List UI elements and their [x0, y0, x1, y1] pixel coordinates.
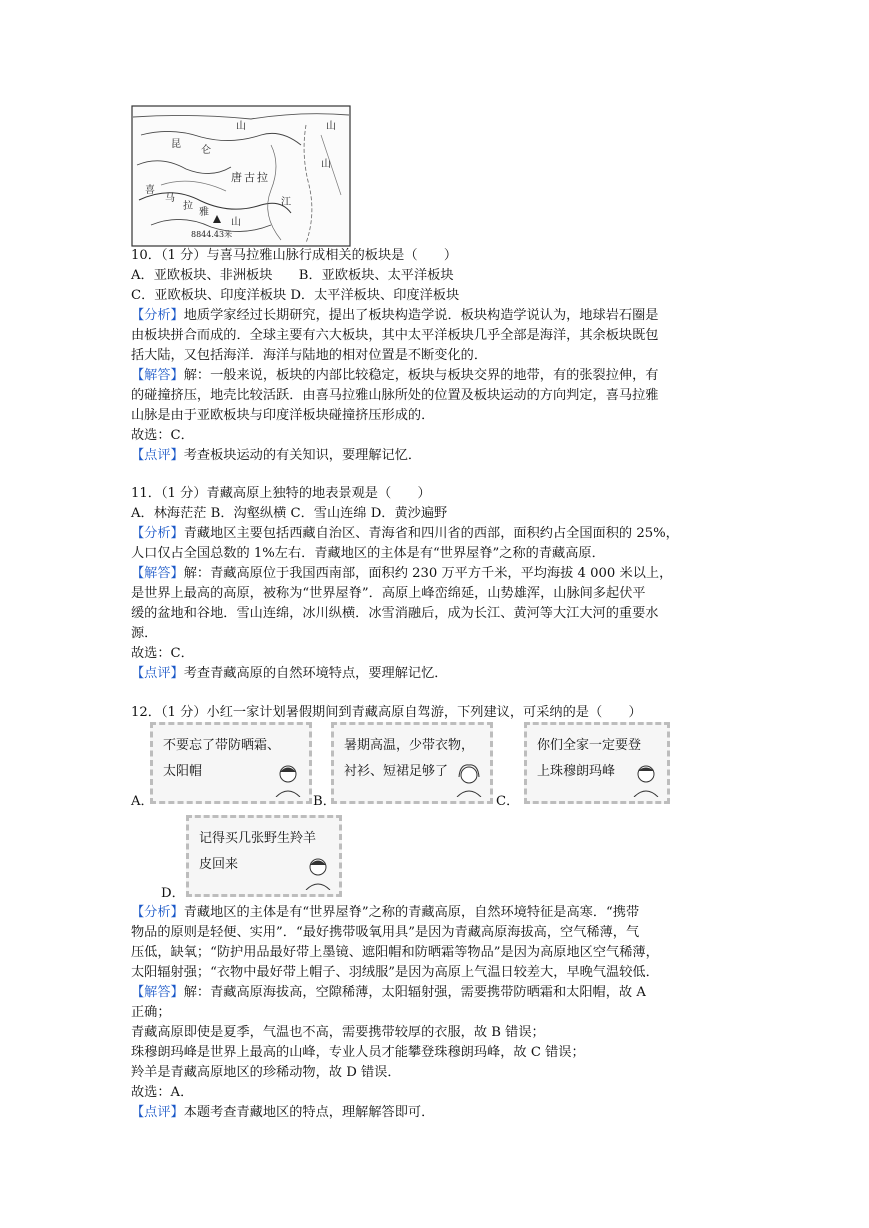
- q12-stem: 12．（1 分）小红一家计划暑假期间到青藏高原自驾游，下列建议，可采纳的是（ ）: [131, 705, 642, 720]
- q11-answer-line: 源．: [131, 626, 158, 641]
- q12-option-d-label: D．: [161, 886, 185, 901]
- option-card-c: 你们全家一定要登 上珠穆朗玛峰: [524, 722, 670, 804]
- q12-answer-line: 羚羊是青藏高原地区的珍稀动物，故 D 错误．: [131, 1065, 401, 1080]
- map-label: 山: [231, 217, 241, 228]
- option-card-d: 记得买几张野生羚羊 皮回来: [186, 815, 342, 897]
- map-label: 唐: [231, 171, 242, 184]
- q12-answer-line: 【解答】解：青藏高原海拔高，空隙稀薄，太阳辐射强，需要携带防晒霜和太阳帽，故 A: [131, 985, 646, 1000]
- q10-options-cd: C．亚欧板块、印度洋板块 D．太平洋板块、印度洋板块: [131, 288, 460, 303]
- map-label: 江: [281, 197, 291, 208]
- analysis-tag: 【分析】: [131, 308, 184, 323]
- map-label: 山: [321, 159, 331, 170]
- option-card-b: 暑期高温，少带衣物， 衬衫、短裙足够了: [331, 722, 493, 804]
- answer-tag: 【解答】: [131, 368, 184, 383]
- q12-answer-line: 青藏高原即使是夏季，气温也不高，需要携带较厚的衣服，故 B 错误；: [131, 1025, 545, 1040]
- map-label: 雅: [199, 207, 209, 218]
- q11-choice: 故选：C．: [131, 646, 194, 661]
- analysis-tag: 【分析】: [131, 905, 184, 920]
- q12-choice: 故选：A．: [131, 1085, 194, 1100]
- q11-answer-line: 是世界上最高的高原，被称为“世界屋脊”．高原上峰峦绵延，山势雄浑，山脉间多起伏平: [131, 586, 646, 601]
- map-label: 仑: [201, 145, 211, 156]
- tibet-plateau-map: [131, 105, 351, 247]
- map-label: 山: [326, 121, 336, 132]
- q12-answer-line: 珠穆朗玛峰是世界上最高的山峰，专业人员才能攀登珠穆朗玛峰，故 C 错误；: [131, 1045, 585, 1060]
- q11-answer-line: 【解答】解：青藏高原位于我国西南部，面积约 230 万平方千米，平均海拔 4 000 米以上，: [131, 566, 673, 581]
- person-icon: [454, 761, 484, 797]
- q12-option-a-label: A．: [131, 794, 154, 809]
- map-label: 马: [165, 193, 175, 204]
- q11-options: A．林海茫茫 B．沟壑纵横 C．雪山连绵 D．黄沙遍野: [131, 506, 448, 521]
- q12-comment: 【点评】本题考查青藏地区的特点，理解解答即可．: [131, 1105, 435, 1120]
- map-label: 拉: [183, 201, 193, 212]
- person-icon: [273, 761, 303, 797]
- q10-options-ab: A．亚欧板块、非洲板块 B．亚欧板块、太平洋板块: [131, 268, 454, 283]
- q12-option-c-label: C．: [496, 794, 520, 809]
- q10-answer-line: 的碰撞挤压，地壳比较活跃．由喜马拉雅山脉所处的位置及板块运动的方向判定，喜马拉雅: [131, 388, 659, 403]
- q10-comment: 【点评】考查板块运动的有关知识，要理解记忆．: [131, 448, 422, 463]
- comment-tag: 【点评】: [131, 448, 184, 463]
- q11-analysis-line: 【分析】青藏地区主要包括西藏自治区、青海省和四川省的西部，面积约占全国面积的 25%，: [131, 526, 679, 541]
- map-label: 喜: [145, 185, 155, 196]
- q11-analysis-line: 人口仅占全国总数的 1%左右．青藏地区的主体是有“世界屋脊”之称的青藏高原．: [131, 546, 605, 561]
- comment-tag: 【点评】: [131, 666, 184, 681]
- q11-answer-line: 缓的盆地和谷地．雪山连绵，冰川纵横．冰雪消融后，成为长江、黄河等大江大河的重要水: [131, 606, 659, 621]
- analysis-tag: 【分析】: [131, 526, 184, 541]
- q12-analysis-line: 太阳辐射强；“衣物中最好带上帽子、羽绒服”是因为高原上气温日较差大，早晚气温较低．: [131, 965, 659, 980]
- person-icon: [303, 854, 333, 890]
- option-card-a: 不要忘了带防晒霜、 太阳帽: [150, 722, 312, 804]
- q12-analysis-line: 压低，缺氧；“防护用品最好带上墨镜、遮阳帽和防晒霜等物品”是因为高原地区空气稀薄，: [131, 945, 659, 960]
- q10-analysis-line: 括大陆，又包括海洋．海洋与陆地的相对位置是不断变化的．: [131, 348, 488, 363]
- answer-tag: 【解答】: [131, 566, 184, 581]
- q12-analysis-line: 【分析】青藏地区的主体是有“世界屋脊”之称的青藏高原，自然环境特征是高寒．“携带: [131, 905, 640, 920]
- q10-answer-line: 【解答】解：一般来说，板块的内部比较稳定，板块与板块交界的地带，有的张裂拉伸，有: [131, 368, 659, 383]
- q10-stem: 10．（1 分）与喜马拉雅山脉行成相关的板块是（ ）: [131, 248, 458, 263]
- q12-analysis-line: 物品的原则是轻便、实用”．“最好携带吸氧用具”是因为青藏高原海拔高，空气稀薄，气: [131, 925, 640, 940]
- q10-analysis-line: 由板块拼合而成的．全球主要有六大板块，其中太平洋板块几乎全部是海洋，其余板块既包: [131, 328, 659, 343]
- map-label: 山: [236, 121, 246, 132]
- q12-option-b-label: B．: [313, 794, 336, 809]
- q11-comment: 【点评】考查青藏高原的自然环境特点，要理解记忆．: [131, 666, 448, 681]
- q10-answer-line: 山脉是由于亚欧板块与印度洋板块碰撞挤压形成的．: [131, 408, 435, 423]
- comment-tag: 【点评】: [131, 1105, 184, 1120]
- map-label: 古: [244, 171, 255, 184]
- q12-answer-line: 正确；: [131, 1005, 171, 1020]
- q10-choice: 故选：C．: [131, 428, 194, 443]
- q10-analysis-line: 【分析】地质学家经过长期研究，提出了板块构造学说．板块构造学说认为，地球岩石圈是: [131, 308, 659, 323]
- answer-tag: 【解答】: [131, 985, 184, 1000]
- map-label: 昆: [171, 139, 181, 150]
- map-elevation-label: 8844.43米: [191, 230, 233, 239]
- map-label: 拉: [257, 171, 268, 184]
- person-icon: [631, 761, 661, 797]
- q11-stem: 11．（1 分）青藏高原上独特的地表景观是（ ）: [131, 486, 431, 501]
